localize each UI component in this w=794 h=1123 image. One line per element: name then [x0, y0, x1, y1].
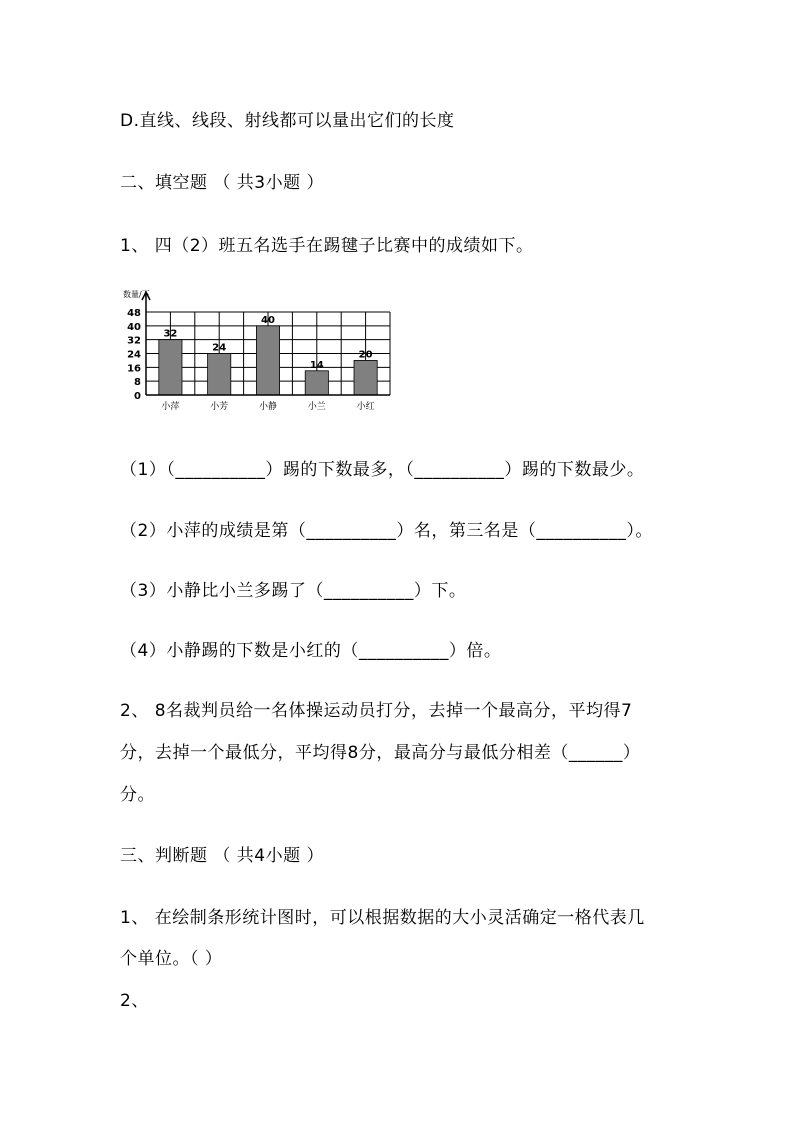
- y-tick-label: 0: [134, 391, 141, 402]
- bar-小兰: [305, 371, 328, 395]
- y-tick-label: 24: [127, 349, 141, 361]
- subquestion-2: （2）小萍的成绩是第（__________）名，第三名是（__________）。: [120, 521, 653, 541]
- data-label: 14: [309, 359, 324, 371]
- question-1-text: 1、 四（2）班五名选手在踢毽子比赛中的成绩如下。: [120, 236, 534, 256]
- category-label: 小兰: [307, 402, 326, 412]
- y-tick-label: 8: [134, 377, 141, 389]
- y-tick-label: 16: [127, 363, 141, 375]
- subquestion-1: （1）（__________）踢的下数最多，（__________）踢的下数最少。: [120, 460, 645, 480]
- category-label: 小芳: [210, 402, 229, 412]
- bar-小芳: [208, 354, 231, 396]
- subquestion-3: （3）小静比小兰多踢了（__________）下。: [120, 581, 467, 601]
- bar-chart: [118, 284, 398, 414]
- category-label: 小静: [258, 402, 278, 412]
- y-tick-label: 48: [127, 308, 141, 319]
- y-tick-label: 40: [127, 321, 141, 333]
- data-label: 32: [163, 328, 178, 340]
- judge-question-1-line-1: 1、 在绘制条形统计图时，可以根据数据的大小灵活确定一格代表几: [120, 908, 645, 928]
- question-2-line-3: 分。: [120, 785, 155, 805]
- question-2-line-2: 分，去掉一个最低分，平均得8分，最高分与最低分相差（______）: [120, 743, 641, 763]
- category-label: 小萍: [161, 402, 180, 412]
- y-tick-label: 32: [127, 335, 141, 347]
- y-axis-title: 数量/下: [123, 290, 150, 299]
- section-judge-heading: 三、判断题 （ 共4小题 ）: [120, 846, 325, 866]
- bar-小红: [354, 360, 377, 395]
- option-d-text: D.直线、线段、射线都可以量出它们的长度: [120, 111, 455, 131]
- bar-小静: [256, 326, 279, 395]
- data-label: 24: [212, 342, 227, 354]
- judge-question-1-line-2: 个单位。（ ）: [120, 949, 223, 969]
- bar-小萍: [159, 340, 182, 395]
- category-label: 小红: [356, 402, 375, 412]
- subquestion-4: （4）小静踢的下数是小红的（__________）倍。: [120, 641, 502, 661]
- data-label: 40: [261, 314, 275, 326]
- question-2-line-1: 2、 8名裁判员给一名体操运动员打分，去掉一个最高分，平均得7: [120, 701, 633, 721]
- section-fill-blank-heading: 二、填空题 （ 共3小题 ）: [120, 173, 325, 193]
- judge-question-2: 2、: [120, 991, 149, 1011]
- data-label: 20: [358, 349, 373, 361]
